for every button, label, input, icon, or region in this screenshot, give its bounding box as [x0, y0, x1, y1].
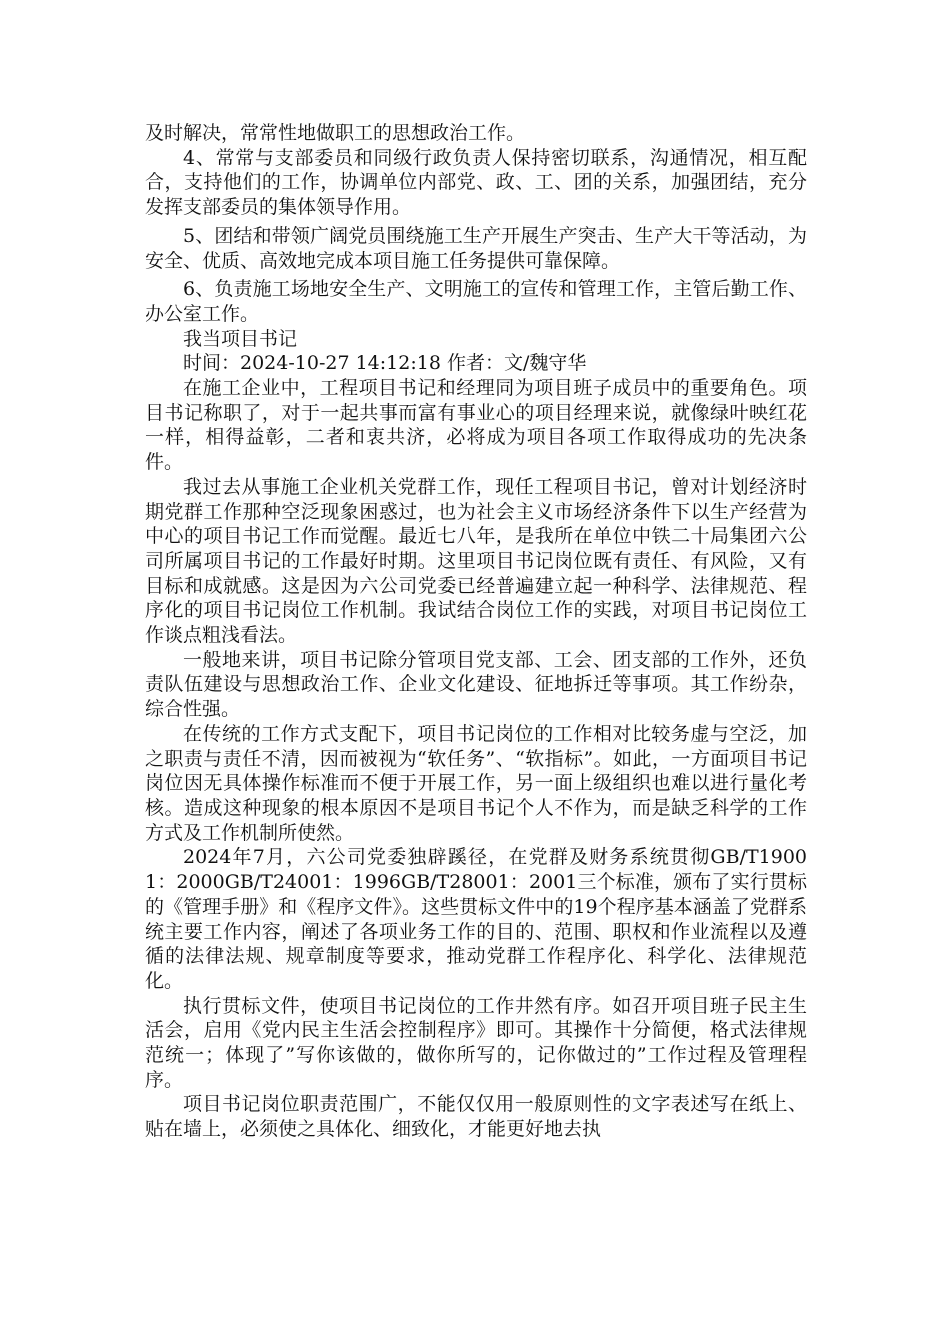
- document-body: [145, 121, 807, 1142]
- paragraph: 执行贯标文件，使项目书记岗位的工作井然有序。如召开项目班子民主生活会，启用《党内民主生活会控制程序》即可。其操作十分简便，格式法律规范统一；体现了”写你该做的，做你所写的，记你做过的”工作过程及管理程序。: [145, 994, 807, 1091]
- paragraph: 5、团结和带领广阔党员围绕施工生产开展生产突击、生产大干等活动，为安全、优质、高效地完成本项目施工任务提供可靠保障。: [145, 224, 807, 272]
- article-title: 我当项目书记: [183, 327, 298, 350]
- paragraph: 2024年7月，六公司党委独辟蹊径，在党群及财务系统贯彻GB/T19001：2000GB/T24001：1996GB/T28001：2001三个标准，颁布了实行贯标的《管理手册》和《程序文件》。这些贯标文件中的19个程序基本涵盖了党群系统主要工作内容，阐述了各项业务工作的目的、范围、职权和作业流程以及遵循的法律法规、规章制度等要求，推动党群工作程序化、科学化、法律规范化。: [145, 846, 807, 992]
- paragraph: 及时解决，常常性地做职工的思想政治工作。: [145, 122, 526, 144]
- paragraph: 我过去从事施工企业机关党群工作，现任工程项目书记，曾对计划经济时期党群工作那种空泛现象困惑过，也为社会主义市场经济条件下以生产经营为中心的项目书记工作而觉醒。最近七八年，是我所在单位中铁二十局集团六公司所属项目书记的工作最好时期。这里项目书记岗位既有责任、有风险，又有目标和成就感。这是因为六公司党委已经普遍建立起一种科学、法律规范、程序化的项目书记岗位工作机制。我试结合岗位工作的实践，对项目书记岗位工作谈点粗浅看法。: [145, 475, 807, 647]
- paragraph: 项目书记岗位职责范围广，不能仅仅用一般原则性的文字表述写在纸上、贴在墙上，必须使之具体化、细致化，才能更好地去执: [145, 1093, 807, 1141]
- paragraph: 4、常常与支部委员和同级行政负责人保持密切联系，沟通情况，相互配合，支持他们的工作，协调单位内部党、政、工、团的关系，加强团结，充分发挥支部委员的集体领导作用。: [145, 146, 807, 219]
- article-meta: 时间：2024-10-27 14:12:18 作者：文/魏守华: [183, 352, 587, 375]
- paragraph: 在施工企业中，工程项目书记和经理同为项目班子成员中的重要角色。项目书记称职了，对于一起共事而富有事业心的项目经理来说，就像绿叶映红花一样，相得益彰，二者和衷共济，必将成为项目各项工作取得成功的先决条件。: [145, 377, 807, 474]
- paragraph: 在传统的工作方式支配下，项目书记岗位的工作相对比较务虚与空泛，加之职责与责任不清，因而被视为“软任务”、“软指标”。如此，一方面项目书记岗位因无具体操作标准而不便于开展工作，另一面上级组织也难以进行量化考核。造成这种现象的根本原因不是项目书记个人不作为，而是缺乏科学的工作方式及工作机制所使然。: [145, 722, 807, 844]
- paragraph: 一般地来讲，项目书记除分管项目党支部、工会、团支部的工作外，还负责队伍建设与思想政治工作、企业文化建设、征地拆迁等事项。其工作纷杂，综合性强。: [145, 648, 807, 721]
- paragraph: 6、负责施工场地安全生产、文明施工的宣传和管理工作，主管后勤工作、办公室工作。: [145, 278, 807, 325]
